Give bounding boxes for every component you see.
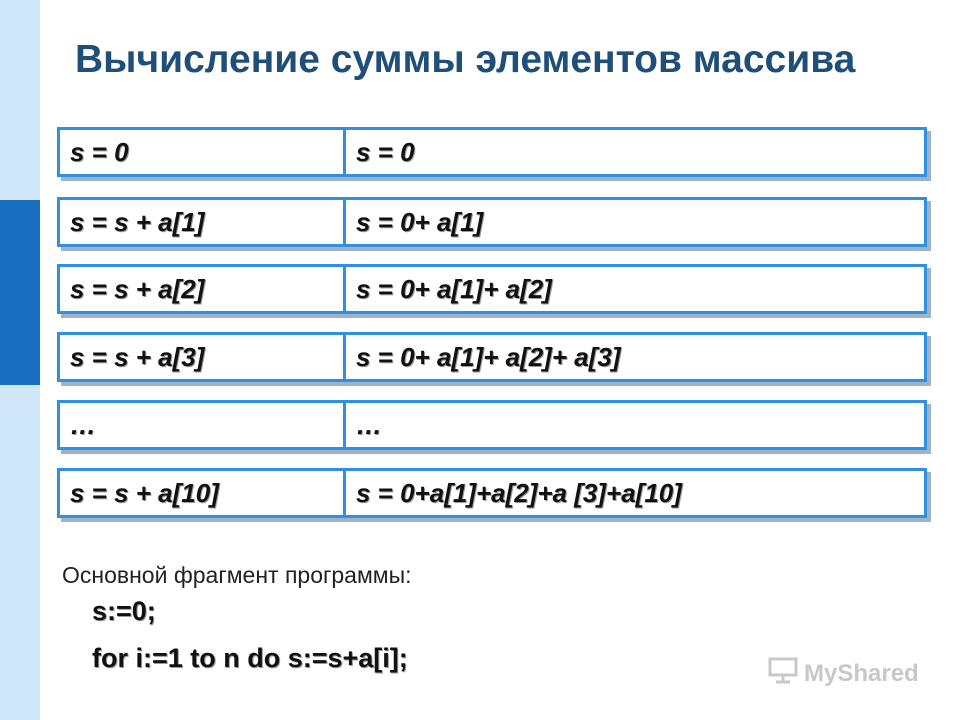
row-expression: s = s + a[10] bbox=[60, 471, 346, 515]
code-line: s:=0; bbox=[92, 596, 156, 626]
row-expression: s = 0 bbox=[60, 130, 346, 174]
row-expression: s = s + a[1] bbox=[60, 200, 346, 244]
program-label: Основной фрагмент программы: bbox=[62, 562, 412, 588]
code-line: for i:=1 to n do s:=s+a[i]; bbox=[92, 643, 408, 673]
table-row bbox=[57, 197, 927, 247]
row-value: s = 0+a[1]+a[2]+a [3]+a[10] bbox=[356, 477, 682, 508]
row-value: s = 0 bbox=[356, 136, 415, 167]
sidebar-accent bbox=[0, 200, 40, 385]
table-row bbox=[57, 468, 927, 518]
row-expression: … bbox=[60, 403, 346, 447]
row-expression: s = s + a[2] bbox=[60, 267, 346, 311]
slide-title: Вычисление суммы элементов массива bbox=[75, 38, 856, 81]
table-row bbox=[57, 400, 927, 450]
row-value: s = 0+ a[1]+ a[2] bbox=[356, 273, 552, 304]
row-value: … bbox=[356, 409, 382, 440]
row-expression: s = s + a[3] bbox=[60, 335, 346, 379]
row-value: s = 0+ a[1]+ a[2]+ a[3] bbox=[356, 341, 621, 372]
table-row bbox=[57, 127, 927, 177]
presentation-icon bbox=[768, 656, 798, 691]
watermark bbox=[768, 656, 919, 691]
watermark-text: MyShared bbox=[804, 659, 919, 687]
table-row bbox=[57, 264, 927, 314]
row-value: s = 0+ a[1] bbox=[356, 206, 484, 237]
table-row bbox=[57, 332, 927, 382]
